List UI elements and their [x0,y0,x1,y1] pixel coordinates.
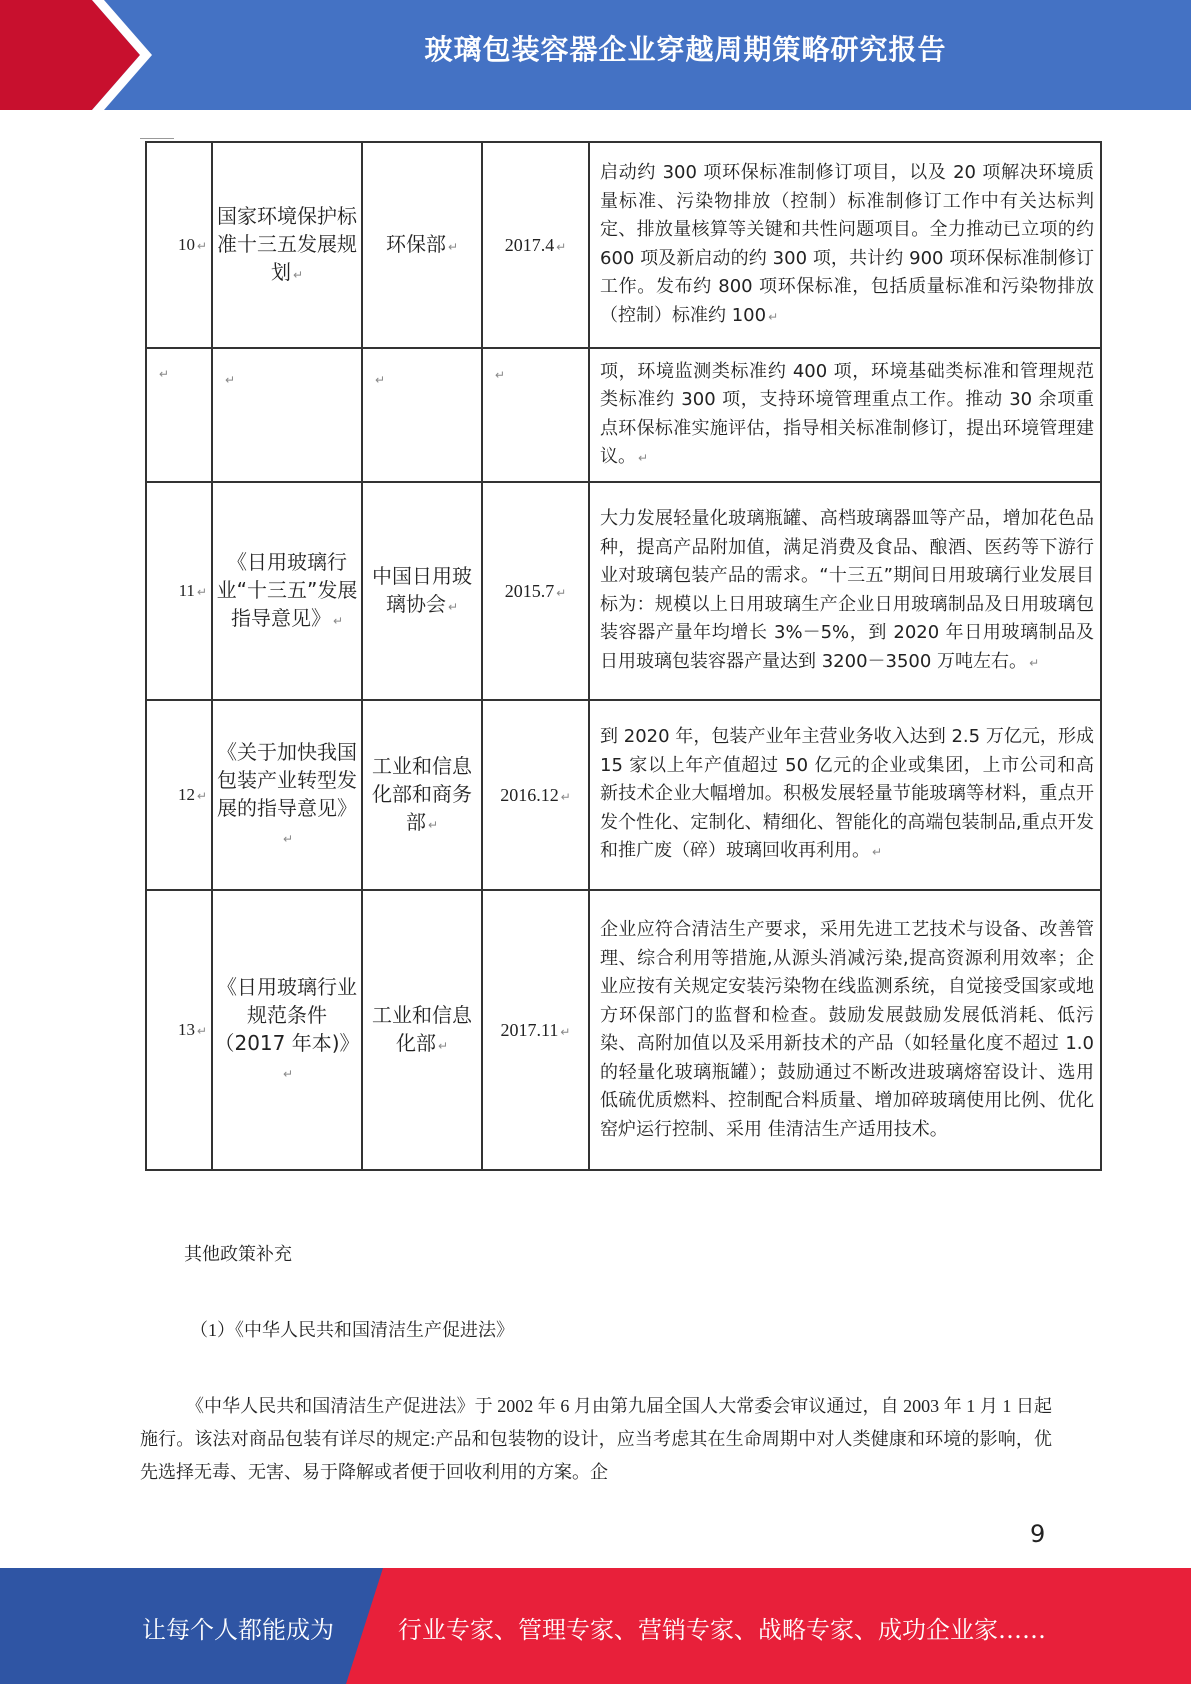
policy-content: 企业应符合清洁生产要求，采用先进工艺技术与设备、改善管理、综合利用等措施,从源头消减污染,提高资源利用效率；企业应按有关规定安装污染物在线监测系统，自觉接受国家或地方环保部门的监督和检查。鼓励发展鼓励发展低消耗、低污染、高附加值以及采用新技术的产品（如轻量化度不超过 1.0 的轻量化玻璃瓶罐）；鼓励通过不断改进玻璃熔窑设计、选用低硫优质燃料、控制配合料质量、增加碎玻璃使用比例、优化窑炉运行控制、采用 佳清洁生产适用技术。 [589,890,1101,1170]
issue-date: 2017.11 ↵ [482,890,589,1170]
policy-name: ↵ [212,348,362,482]
issuing-department: 工业和信息化部 ↵ [362,890,482,1170]
footer-slogan-right: 行业专家、管理专家、营销专家、战略专家、成功企业家…… [398,1616,1046,1644]
row-number: 10 ↵ [146,142,212,348]
row-number: 12 ↵ [146,700,212,890]
row-number: 11 ↵ [146,482,212,700]
issuing-department: 工业和信息化部和商务部 ↵ [362,700,482,890]
body-paragraph: 《中华人民共和国清洁生产促进法》于 2002 年 6 月由第九届全国人大常委会审议通过，自 2003 年 1 月 1 日起施行。该法对商品包装有详尽的规定:产品和包装物的设计，应当考虑其在生命周期中对人类健康和环境的影响，优先选择无毒、无害、易于降解或者便于回收利用的方案。企 [140,1396,1052,1482]
policy-name: 国家环境保护标准十三五发展规划 ↵ [212,142,362,348]
policy-content: 启动约 300 项环保标准制修订项目，以及 20 项解决环境质量标准、污染物排放（控制）标准制修订工作中有关达标判定、排放量核算等关键和共性问题项目。全力推动已立项的约 600 项及新启动的约 300 项，共计约 900 项环保标准制修订工作。发布约 800 项环保标准，包括质量标准和污染物排放（控制）标准约 100 ↵ [589,142,1101,348]
issue-date: 2016.12 ↵ [482,700,589,890]
policy-name: 《日用玻璃行业规范条件（2017 年本)》↵ [212,890,362,1170]
issuing-department: ↵ [362,348,482,482]
row-number: 13 ↵ [146,890,212,1170]
page-number: 9 [1030,1520,1046,1548]
policy-content: 到 2020 年，包装产业年主营业务收入达到 2.5 万亿元，形成 15 家以上年产值超过 50 亿元的企业或集团，上市公司和高新技术企业大幅增加。积极发展轻量节能玻璃等材料，重点开发个性化、定制化、精细化、智能化的高端包装制品,重点开发和推广废（碎）玻璃回收再利用。 ↵ [589,700,1101,890]
issue-date: ↵ [482,348,589,482]
issue-date: 2015.7 ↵ [482,482,589,700]
margin-mark [140,138,174,139]
policy-content: 项，环境监测类标准约 400 项，环境基础类标准和管理规范类标准约 300 项，支持环境管理重点工作。推动 30 余项重点环保标准实施评估，指导相关标准制修订，提出环境管理建议。 ↵ [589,348,1101,482]
policy-name: 《日用玻璃行业“十三五”发展指导意见》 ↵ [212,482,362,700]
issuing-department: 环保部 ↵ [362,142,482,348]
table-row [146,482,1101,700]
law-heading: （1）《中华人民共和国清洁生产促进法》 [190,1320,514,1340]
table-row [146,348,1101,482]
header-red-arrow [0,0,140,110]
policy-content: 大力发展轻量化玻璃瓶罐、高档玻璃器皿等产品，增加花色品种，提高产品附加值，满足消费及食品、酿酒、医药等下游行业对玻璃包装产品的需求。“十三五”期间日用玻璃行业发展目标为：规模以上日用玻璃生产企业日用玻璃制品及日用玻璃包装容器产量年均增长 3%－5%，到 2020 年日用玻璃制品及日用玻璃包装容器产量达到 3200－3500 万吨左右。 ↵ [589,482,1101,700]
issue-date: 2017.4 ↵ [482,142,589,348]
report-title: 玻璃包装容器企业穿越周期策略研究报告 [424,33,947,66]
page-footer [0,1568,1191,1684]
table-row [146,890,1101,1170]
row-number: ↵ [146,348,212,482]
table-row [146,700,1101,890]
footer-slogan-left: 让每个人都能成为 [142,1616,334,1644]
issuing-department: 中国日用玻璃协会 ↵ [362,482,482,700]
table-row [146,142,1101,348]
policy-name: 《关于加快我国包装产业转型发展的指导意见》↵ [212,700,362,890]
policy-table [145,141,1102,1171]
section-subheading: 其他政策补充 [184,1244,292,1264]
page-header [0,0,1191,110]
